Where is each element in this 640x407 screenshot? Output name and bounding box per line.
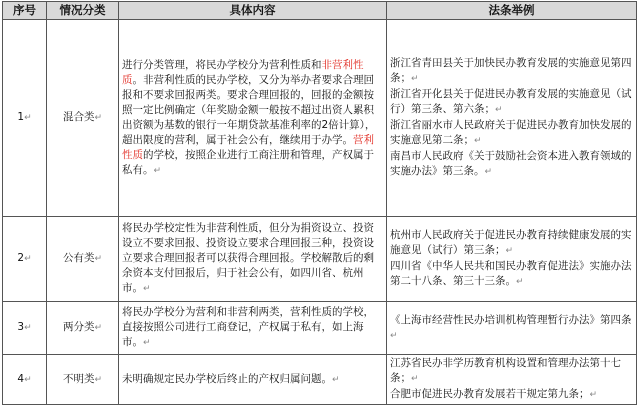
row-content: 将民办学校定性为非营利性质，但分为捐资设立、投资设立不要求回报、投资设立要求合理回报三种，投资设立要求合理回报者可以获得合理回报。学校解散后的剩余资本支付回报后，归于社会公有，如四川省、杭州市。↵ xyxy=(119,217,387,302)
row-category: 混合类↵ xyxy=(47,20,119,217)
row-category: 两分类↵ xyxy=(47,302,119,355)
row-law-examples xyxy=(387,217,637,302)
law-item: 杭州市人民政府关于促进民办教育持续健康发展的实施意见（试行）第三条；↵ xyxy=(390,229,632,256)
law-item: 《上海市经营性民办培训机构管理暂行办法》第四条↵ xyxy=(390,313,632,341)
header-number: 序号 xyxy=(3,2,47,20)
law-item: 南昌市人民政府《关于鼓励社会资本进入教育领域的实施办法》第三条。↵ xyxy=(390,150,632,177)
header-category: 情况分类 xyxy=(47,2,119,20)
table-row xyxy=(3,20,637,217)
row-category: 不明类↵ xyxy=(47,355,119,405)
law-item: 浙江省开化县关于促进民办教育发展的实施意见（试行）第三条、第六条；↵ xyxy=(390,88,632,115)
law-item: 江苏省民办非学历教育机构设置和管理办法第十七条；↵ xyxy=(390,357,621,384)
table-row xyxy=(3,355,637,405)
education-law-table xyxy=(2,1,637,405)
header-content: 具体内容 xyxy=(119,2,387,20)
row-law-examples xyxy=(387,355,637,405)
row-number: 4↵ xyxy=(3,355,47,405)
table-row xyxy=(3,302,637,355)
law-item: 浙江省丽水市人民政府关于促进民办教育加快发展的实施意见第二条；↵ xyxy=(390,119,632,146)
law-item: 合肥市促进民办教育发展若干规定第九条；↵ xyxy=(390,388,598,400)
row-content: 进行分类管理，将民办学校分为营利性质和非营利性质。非营利性质的民办学校，又分为举办者要求合理回报和不要求回报两类。要求合理回报的，回报的金额按照一定比例确定（年奖励金额一般按不超过出资人累积出资额为基数的银行一年期贷款基准利率的2倍计算），超出限度的营利，属于社会公有，继续用于办学。营利性质的学校，按照企业进行工商注册和管理，产权属于私有。↵ xyxy=(119,20,387,217)
header-row xyxy=(3,2,637,20)
table-row xyxy=(3,217,637,302)
row-content: 未明确规定民办学校后终止的产权归属问题。↵ xyxy=(119,355,387,405)
law-item: 四川省《中华人民共和国民办教育促进法》实施办法第二十八条、第三十三条。↵ xyxy=(390,260,632,287)
header-law-examples: 法条举例 xyxy=(387,2,637,20)
row-number: 1↵ xyxy=(3,20,47,217)
row-content: 将民办学校分为营利和非营利两类，营利性质的学校，直接按照公司进行工商登记，产权属于私有，如上海市。↵ xyxy=(119,302,387,355)
row-number: 2↵ xyxy=(3,217,47,302)
law-item: 浙江省青田县关于加快民办教育发展的实施意见第四条；↵ xyxy=(390,57,632,84)
row-law-examples xyxy=(387,302,637,355)
row-law-examples xyxy=(387,20,637,217)
row-number: 3↵ xyxy=(3,302,47,355)
row-category: 公有类↵ xyxy=(47,217,119,302)
